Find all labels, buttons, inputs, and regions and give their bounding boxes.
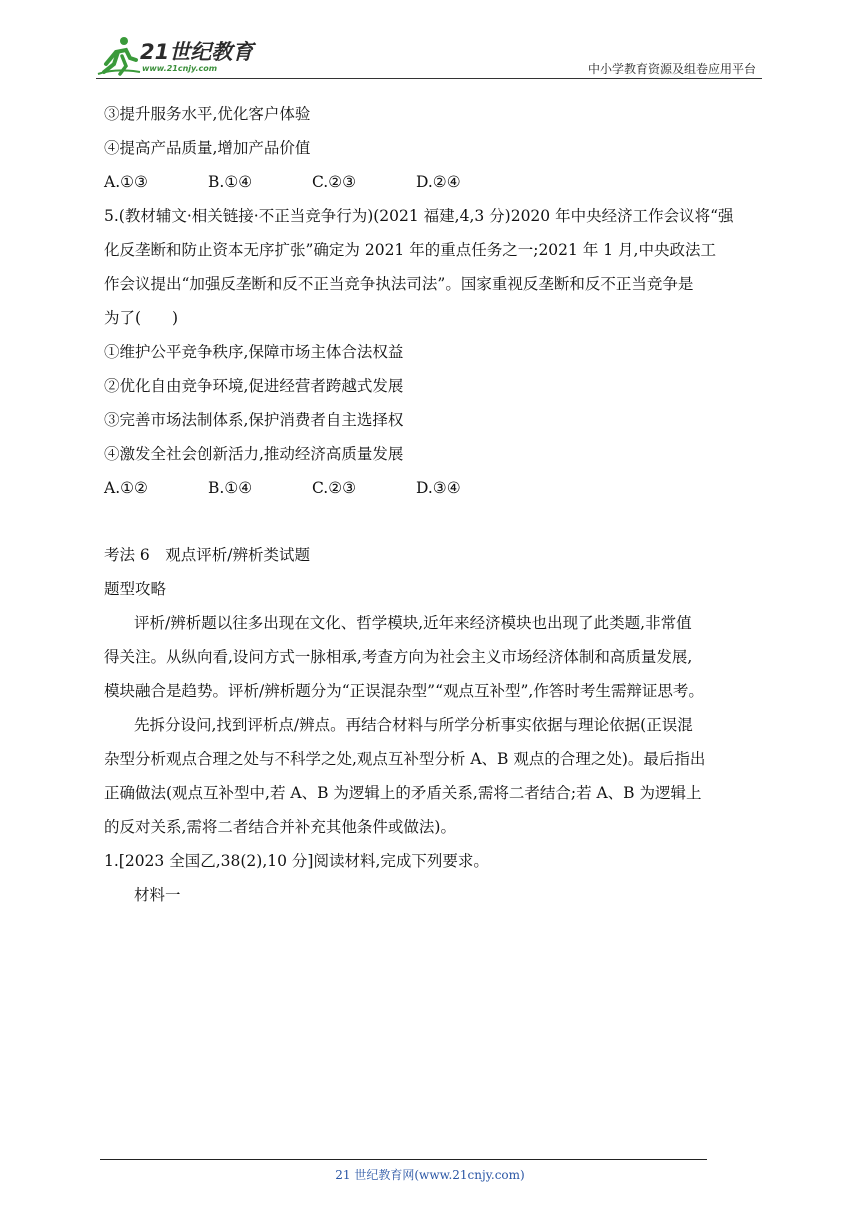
q5-option-b: B.①④ [208,479,253,497]
q5-option-c: C.②③ [312,479,357,497]
q5-stem-line-1: 5.(教材辅文·相关链接·不正当竞争行为)(2021 福建,4,3 分)2020 年中央经济工作会议将“强 [104,207,734,225]
q4-options [104,170,520,194]
q4-option-d: D.②④ [416,173,461,191]
logo-url: www.21cnjy.com [142,64,218,73]
section-subtitle: 题型攻略 [104,580,167,598]
para1-line-1: 评析/辨析题以往多出现在文化、哲学模块,近年来经济模块也出现了此类题,非常值 [134,614,692,632]
para2-line-2: 杂型分析观点合理之处与不科学之处,观点互补型分析 A、B 观点的合理之处)。最后指出 [104,750,706,768]
para2-line-4: 的反对关系,需将二者结合并补充其他条件或做法)。 [104,818,456,836]
para1-line-2: 得关注。从纵向看,设问方式一脉相承,考查方向为社会主义市场经济体制和高质量发展, [104,648,693,666]
q4-option-a: A.①③ [104,173,148,191]
platform-name: 中小学教育资源及组卷应用平台 [587,62,756,76]
runner-icon [96,34,142,78]
footer-divider [100,1159,707,1160]
header-divider [96,78,762,79]
q5-option-d: D.③④ [416,479,461,497]
q4-item-4: ④提高产品质量,增加产品价值 [104,139,311,157]
logo-text: 21世纪教育 [140,40,254,64]
question-1-stem: 1.[2023 全国乙,38(2),10 分]阅读材料,完成下列要求。 [104,852,489,870]
material-label: 材料一 [134,886,181,904]
q5-stem-line-2: 化反垄断和防止资本无序扩张”确定为 2021 年的重点任务之一;2021 年 1 月,中央政法工 [104,241,716,259]
footer-link[interactable]: 21 世纪教育网(www.21cnjy.com) [335,1168,525,1182]
q5-options [104,476,520,500]
section-title: 考法 6 观点评析/辨析类试题 [104,546,311,564]
page-header [96,30,762,80]
q4-option-c: C.②③ [312,173,357,191]
q5-stem-line-3: 作会议提出“加强反垄断和反不正当竞争执法司法”。国家重视反垄断和反不正当竞争是 [104,275,694,293]
para2-line-1: 先拆分设问,找到评析点/辨点。再结合材料与所学分析事实依据与理论依据(正误混 [134,716,693,734]
para1-line-3: 模块融合是趋势。评析/辨析题分为“正误混杂型”“观点互补型”,作答时考生需辩证思考。 [104,682,704,700]
q5-stem-line-4: 为了( ) [104,309,179,327]
q4-option-b: B.①④ [208,173,253,191]
para2-line-3: 正确做法(观点互补型中,若 A、B 为逻辑上的矛盾关系,需将二者结合;若 A、B 为逻辑上 [104,784,702,802]
q5-item-3: ③完善市场法制体系,保护消费者自主选择权 [104,411,404,429]
q5-option-a: A.①② [104,479,148,497]
q5-item-1: ①维护公平竞争秩序,保障市场主体合法权益 [104,343,404,361]
q4-item-3: ③提升服务水平,优化客户体验 [104,105,311,123]
q5-item-4: ④激发全社会创新活力,推动经济高质量发展 [104,445,404,463]
q5-item-2: ②优化自由竞争环境,促进经营者跨越式发展 [104,377,404,395]
site-logo[interactable] [96,34,266,78]
